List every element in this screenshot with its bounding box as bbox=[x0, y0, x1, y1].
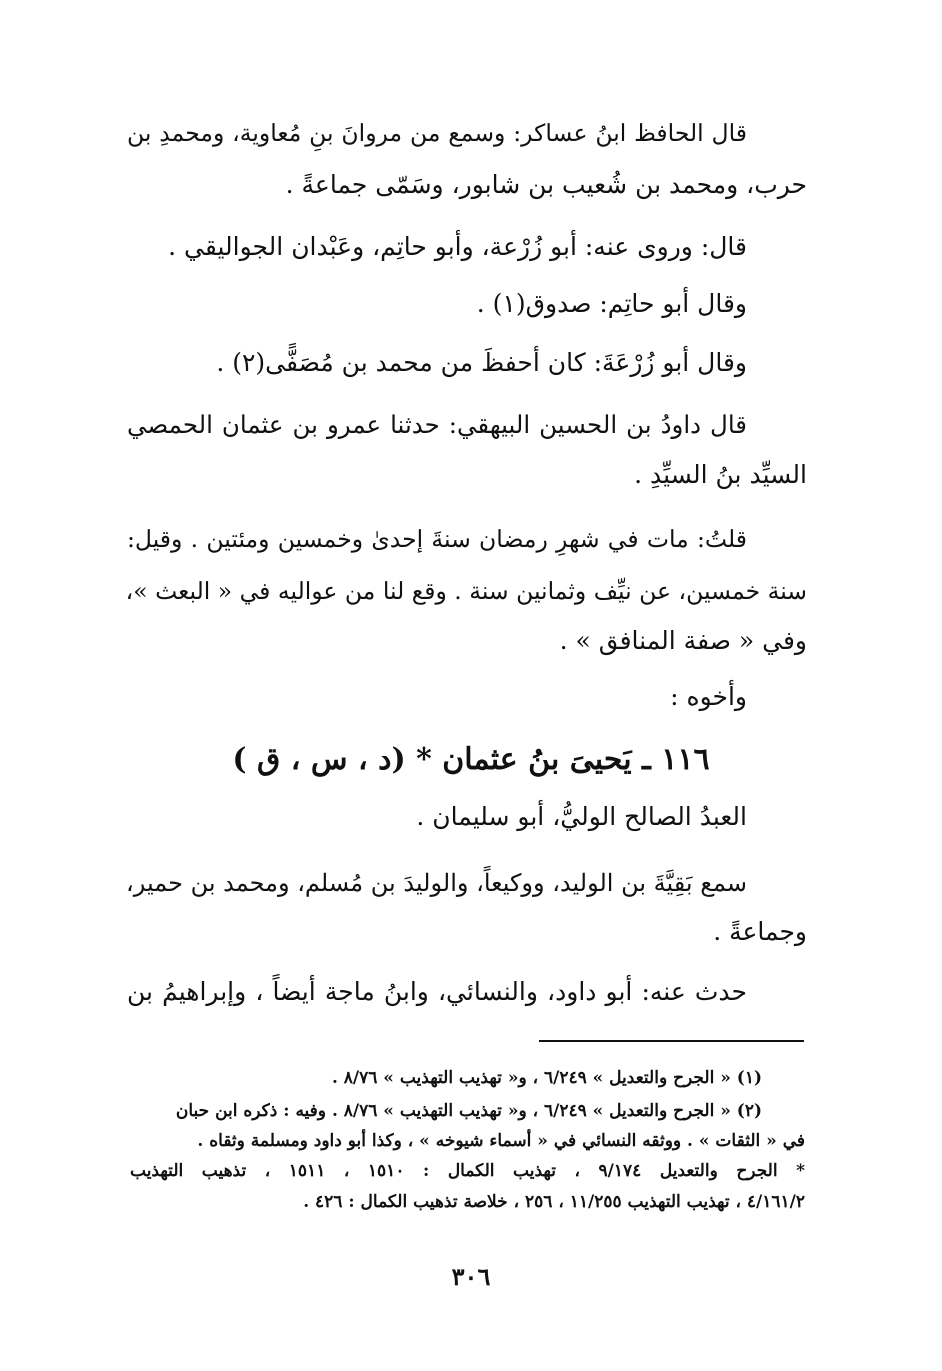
body-line: قال داودُ بن الحسين البيهقي: حدثنا عمرو بن عثمان الحمصي bbox=[127, 410, 747, 439]
entry-line: وجماعةً . bbox=[713, 917, 807, 946]
body-line: وفي « صفة المنافق » . bbox=[559, 626, 807, 655]
body-line: قال: وروى عنه: أبو زُرْعة، وأبو حاتِم، وعَبْدان الجواليقي . bbox=[168, 232, 747, 261]
footnote-line: (٢) « الجرح والتعديل » ٦/٢٤٩ ، و« تهذيب التهذيب » ٨/٧٦ . وفيه : ذكره ابن حبان bbox=[175, 1101, 762, 1121]
body-line: وقال أبو زُرْعَةَ: كان أحفظَ من محمد بن مُصَفًّى(٢) . bbox=[216, 348, 747, 377]
body-line: وقال أبو حاتِم: صدوق(١) . bbox=[476, 289, 747, 318]
footnote-line: * الجرح والتعديل ٩/١٧٤ ، تهذيب الكمال : ١٥١٠ ، ١٥١١ ، تذهيب التهذيب bbox=[130, 1161, 806, 1181]
body-line: قلتُ: مات في شهرِ رمضان سنةَ إحدىٰ وخمسين ومئتين . وقيل: bbox=[127, 525, 747, 553]
body-line: سنة خمسين، عن نيِّف وثمانين سنة . وقع لنا من عواليه في « البعث »، bbox=[125, 577, 807, 605]
entry-line: العبدُ الصالح الوليُّ، أبو سليمان . bbox=[416, 802, 747, 831]
footnote-separator bbox=[539, 1040, 804, 1042]
body-line: حرب، ومحمد بن شُعيب بن شابور، وسَمّى جماعةً . bbox=[285, 170, 807, 199]
body-line: السيِّد بنُ السيِّدِ . bbox=[634, 460, 807, 489]
entry-line: حدث عنه: أبو داود، والنسائي، وابنُ ماجة أيضاً ، وإبراهيمُ بن bbox=[127, 977, 747, 1006]
entry-line: سمع بَقِيَّةَ بن الوليد، ووكيعاً، والوليدَ بن مُسلم، ومحمد بن حمير، bbox=[126, 869, 747, 897]
body-line: قال الحافظ ابنُ عساكر: وسمع من مروانَ بنِ مُعاوية، ومحمدِ بن bbox=[127, 119, 747, 147]
footnote-line: ٤/١٦١/٢ ، تهذيب التهذيب ١١/٢٥٥ ، ٢٥٦ ، خلاصة تذهيب الكمال : ٤٢٦ . bbox=[303, 1192, 805, 1212]
entry-heading: ١١٦ ـ يَحيىَ بنُ عثمان * (د ، س ، ق ) bbox=[232, 742, 710, 777]
body-line: وأخوه : bbox=[670, 682, 747, 711]
page-number: ٣٠٦ bbox=[451, 1262, 491, 1291]
footnote-line: في « الثقات » . ووثقه النسائي في « أسماء شيوخه » ، وكذا أبو داود ومسلمة وثقاه . bbox=[197, 1131, 805, 1151]
footnote-line: (١) « الجرح والتعديل » ٦/٢٤٩ ، و« تهذيب التهذيب » ٨/٧٦ . bbox=[331, 1068, 762, 1088]
